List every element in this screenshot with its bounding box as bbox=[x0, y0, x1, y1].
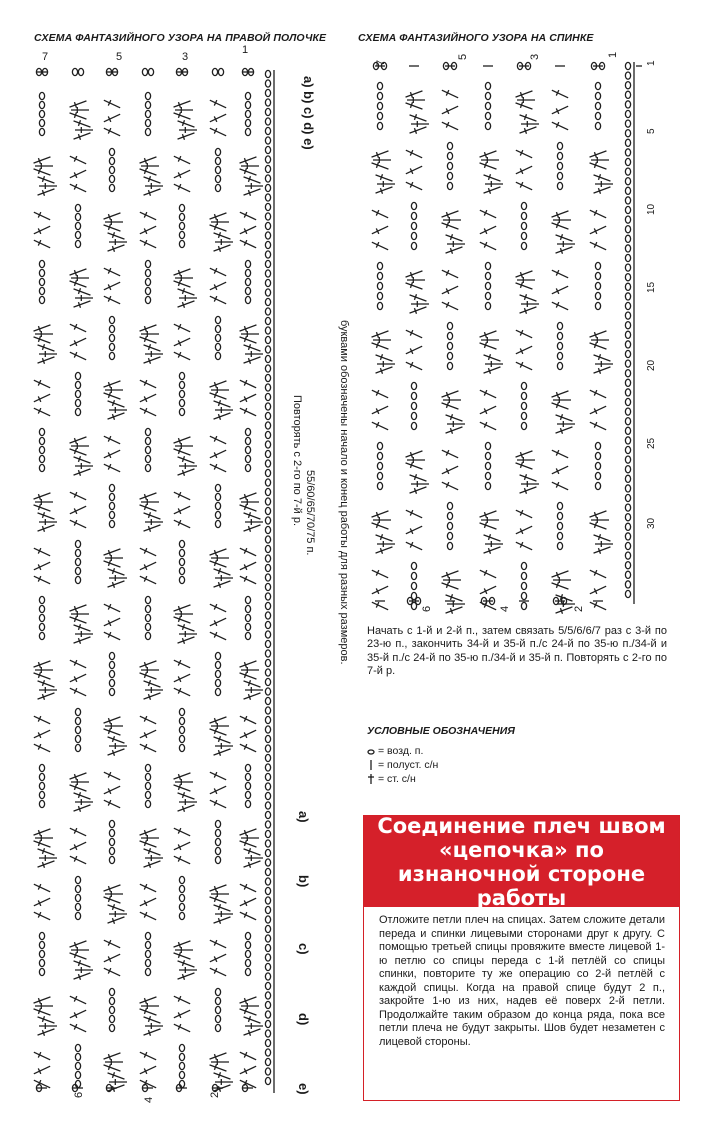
legend-label-slip: = полуст. с/н bbox=[378, 759, 439, 771]
shoulder-seam-box bbox=[363, 815, 680, 1101]
slip-stitch-icon bbox=[367, 759, 375, 771]
left-row-number-1: 1 bbox=[242, 44, 249, 56]
right-row-number-1: 1 bbox=[607, 51, 619, 58]
left-row-number-6: 6 bbox=[73, 1091, 85, 1098]
right-stitch-number-25: 25 bbox=[646, 437, 657, 449]
legend-item-double bbox=[367, 773, 416, 785]
legend-item-slip bbox=[367, 759, 438, 771]
left-chart-title: СХЕМА ФАНТАЗИЙНОГО УЗОРА НА ПРАВОЙ ПОЛОЧКЕ bbox=[34, 32, 327, 44]
right-stitch-number-15: 15 bbox=[646, 281, 657, 293]
left-size-label-b: b) bbox=[296, 875, 311, 888]
left-size-label-a: a) bbox=[296, 811, 311, 823]
shoulder-seam-heading: Соединение плеч швом «цепочка» по изнаночной стороне работы bbox=[364, 816, 679, 907]
chain-stitch-icon bbox=[367, 745, 375, 757]
stitch-count-annotation: 55/60/65/70/75 п. bbox=[304, 470, 316, 556]
right-front-pattern-chart bbox=[22, 44, 322, 1118]
shoulder-seam-text: Отложите петли плеч на спицах. Затем сложите детали переда и спинки лицевыми сторонами друг к другу. С помощью третьей спицы провяжите вместе лицевой 1-ю петлю со спицы переда с 1-й петлёй со спицы спинки, повторите ту же операцию со 2-й петлёй с каждой спицы. Когда на правой спице будут 2 п., закройте 1-ю из них, надев её поверх 2-й петли. Продолжайте таким образом до конца ряда, пока все петли плеча не будут закрыты. Шов будет незаметен с лицевой стороны. bbox=[379, 914, 665, 1048]
right-stitch-number-20: 20 bbox=[646, 359, 657, 371]
left-size-label-d: d) bbox=[296, 1013, 311, 1026]
left-size-label-c: c) bbox=[296, 943, 311, 955]
right-row-number-7: 7 bbox=[375, 59, 387, 66]
right-row-number-6: 6 bbox=[421, 605, 433, 612]
left-row-number-5: 5 bbox=[116, 51, 123, 63]
back-pattern-chart bbox=[358, 52, 658, 622]
legend-label-double: = ст. с/н bbox=[378, 773, 416, 785]
repeat-annotation: Повторять с 2-го по 7-й р. bbox=[291, 395, 303, 527]
right-stitch-number-5: 5 bbox=[646, 128, 657, 134]
right-chart-symbols bbox=[372, 59, 642, 614]
legend-title: УСЛОВНЫЕ ОБОЗНАЧЕНИЯ bbox=[367, 725, 515, 737]
right-stitch-number-10: 10 bbox=[646, 203, 657, 215]
left-size-label-e: e) bbox=[296, 1083, 311, 1095]
legend-item-chain bbox=[367, 745, 423, 757]
right-stitch-number-1: 1 bbox=[646, 60, 657, 66]
left-chart-symbols bbox=[34, 68, 274, 1093]
left-size-labels-top: a) b) c) d) e) bbox=[301, 76, 316, 150]
right-chart-title: СХЕМА ФАНТАЗИЙНОГО УЗОРА НА СПИНКЕ bbox=[358, 32, 594, 44]
right-row-number-2: 2 bbox=[573, 605, 585, 612]
legend-label-chain: = возд. п. bbox=[378, 745, 424, 757]
left-row-number-7: 7 bbox=[42, 51, 49, 63]
double-crochet-icon bbox=[367, 773, 375, 785]
left-row-number-4: 4 bbox=[143, 1096, 155, 1103]
right-row-number-3: 3 bbox=[529, 53, 541, 60]
right-stitch-number-30: 30 bbox=[646, 517, 657, 529]
left-row-number-3: 3 bbox=[182, 51, 189, 63]
right-row-number-4: 4 bbox=[499, 605, 511, 612]
left-row-number-2: 2 bbox=[209, 1091, 221, 1098]
right-row-number-5: 5 bbox=[457, 53, 469, 60]
size-letters-annotation: буквами обозначены начало и конец работы для разных размеров. bbox=[338, 320, 350, 665]
pattern-instructions: Начать с 1-й и 2-й п., затем связать 5/5/6/6/7 раз с 3-й по 23-ю п., закончить 34-й и 35-й п./с 24-й по 35-ю п./34-й и 35-й п./с 24-й по 35-ю п./34-й и 35-й п. Повторять с 2-го по 7-й р. bbox=[367, 625, 667, 678]
